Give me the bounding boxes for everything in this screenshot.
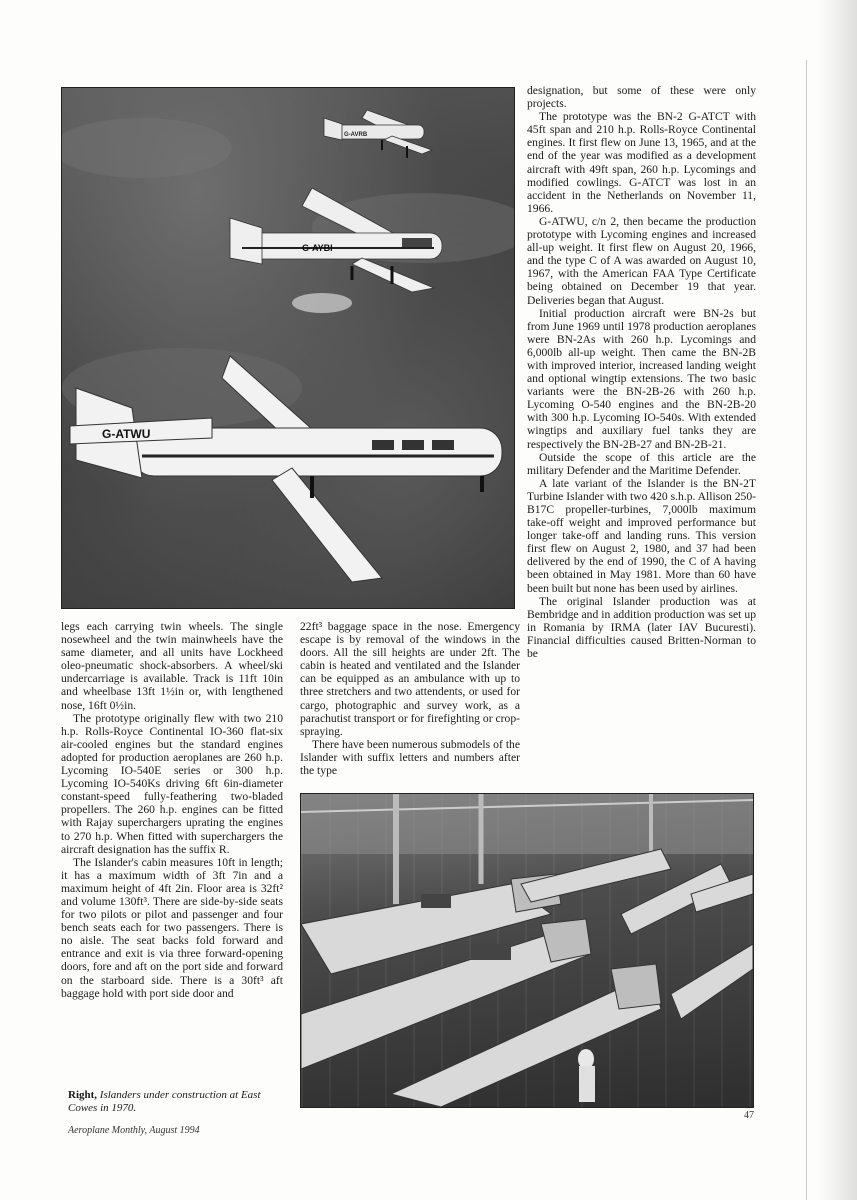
registration-g-atwu: G-ATWU	[102, 427, 151, 441]
photo-factory-drawing	[301, 794, 753, 1107]
page-number: 47	[744, 1110, 754, 1121]
paragraph: The prototype originally flew with two 210 h.p. Rolls-Royce Continental IO-360 flat-six air-cooled engines but the standard engines adopted for production aeroplanes are 260 h.p. Lycoming IO-540E series or 300 h.p. Lycoming IO-540Ks driving 6ft 6in-diameter constant-speed fully-feathering two-bladed propellers. The 260 h.p. engines can be fitted with Rajay superchargers uprating the engines to 270 h.p. When fitted with superchargers the aircraft designation has the suffix R.	[61, 711, 283, 856]
photo-islanders-formation-drawing	[62, 88, 514, 608]
article-column-right	[527, 84, 756, 660]
registration-g-ayb: G-AYBI	[302, 243, 333, 253]
paragraph: The prototype was the BN-2 G-ATCT with 45ft span and 210 h.p. Rolls-Royce Continental engines. It first flew on June 13, 1965, and at the end of the year was modified as a development aircraft with 49ft span, 260 h.p. Lycomings and modified cowlings. G-ATCT was lost in an accident in the Netherlands on November 11, 1966.	[527, 110, 756, 215]
registration-g-avrb: G-AVRB	[344, 132, 368, 138]
article-column-left	[61, 620, 283, 1000]
paragraph: The Islander's cabin measures 10ft in length; it has a maximum width of 3ft 7in and a maximum height of 4ft 2in. Floor area is 32ft² and volume 130ft³. There are side-by-side seats for two pilots or pilot and passenger and four bench seats each for two passengers. There is no aisle. The seat backs fold forward and entrance and exit is via three forward-opening doors, fore and aft on the port side and forward on the starboard side. There is a 30ft³ aft baggage hold with port side door and	[61, 855, 283, 1000]
paragraph: G-ATWU, c/n 2, then became the production prototype with Lycoming engines and increased all-up weight. It first flew on August 20, 1966, and the type C of A was awarded on August 10, 1967, with the American FAA Type Certificate being obtained on December 19 that year. Deliveries began that August.	[527, 214, 756, 307]
page-edge-line	[806, 60, 807, 1200]
caption-lead: Right,	[68, 1089, 98, 1101]
paragraph: Initial production aircraft were BN-2s but from June 1969 until 1978 production aeroplanes were BN-2As with 260 h.p. Lycomings and 6,000lb all-up weight. Then came the BN-2B with improved interior, increased landing weight and optional wingtip extensions. The two basic variants were the BN-2B-26 with 260 h.p. Lycoming O-540 engines and the BN-2B-20 with 300 h.p. Lycoming IO-540s. With extended wingtips and auxiliary fuel tanks they are respectively the BN-2B-27 and BN-2B-21.	[527, 306, 756, 451]
article-column-middle	[300, 620, 520, 777]
caption-text: Islanders under construction at East Cowes in 1970.	[68, 1089, 261, 1114]
paragraph: legs each carrying twin wheels. The single nosewheel and the twin mainwheels have the same diameter, and all units have Lockheed oleo-pneumatic shock-absorbers. A wheel/ski undercarriage is available. Track is 11ft 10in and wheelbase 13ft 1½in or, with lengthened nose, 16ft 0½in.	[61, 620, 283, 712]
scan-edge-shadow	[817, 0, 857, 1200]
paragraph: The original Islander production was at Bembridge and in addition production was set up in Romania by IRMA (later IAV Bucuresti). Financial difficulties caused Britten-Norman to be	[527, 594, 756, 661]
photo-islanders-formation	[61, 87, 515, 609]
photo-factory-production-line	[300, 793, 754, 1108]
paragraph: 22ft³ baggage space in the nose. Emergency escape is by removal of the windows in the doors. All the sill heights are under 2ft. The cabin is heated and ventilated and the Islander can be equipped as an ambulance with up to three stretchers and two attendents, or used for cargo, photographic and survey work, as a parachutist transport or for firefighting or crop-spraying.	[300, 620, 520, 738]
magazine-footer: Aeroplane Monthly, August 1994	[68, 1125, 200, 1136]
paragraph: Outside the scope of this article are the military Defender and the Maritime Defender.	[527, 450, 756, 477]
paragraph: designation, but some of these were only projects.	[527, 84, 756, 111]
paragraph: There have been numerous submodels of the Islander with suffix letters and numbers after the type	[300, 737, 520, 778]
paragraph: A late variant of the Islander is the BN-2T Turbine Islander with two 420 s.h.p. Allison 250-B17C propeller-turbines, 7,000lb maximum take-off weight and improved performance but longer take-off and landing runs. This version first flew on August 2, 1980, and 37 had been delivered by the end of 1990, the C of A having been obtained in May 1981. More than 60 have been built but none has been used by airlines.	[527, 476, 756, 595]
photo-caption	[68, 1089, 286, 1115]
aircraft-g-avrb	[324, 110, 432, 158]
